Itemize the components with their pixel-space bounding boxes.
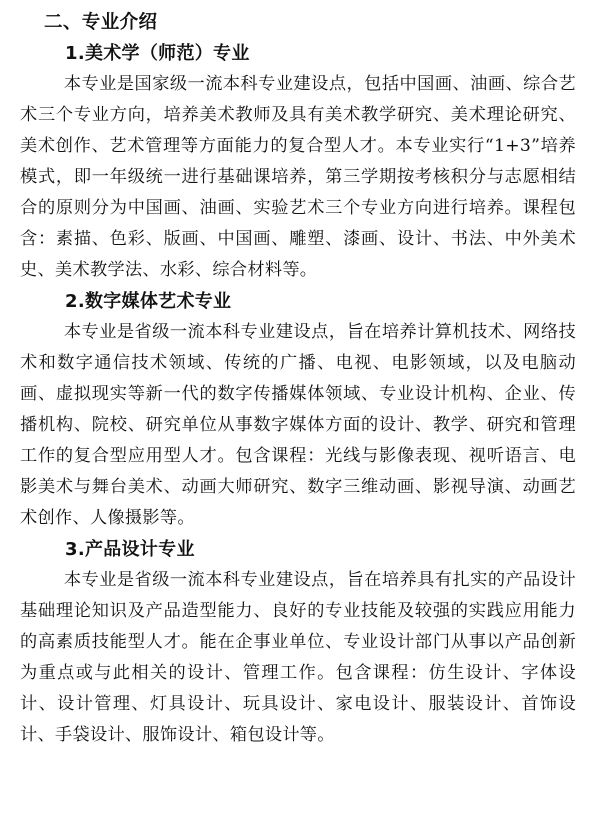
section-heading: 二、专业介绍 [44,12,158,33]
major-description: 本专业是省级一流本科专业建设点，旨在培养计算机技术、网络技术和数字通信技术领域、传统的广播、电视、电影领域，以及电脑动画、虚拟现实等新一代的数字传播媒体领域、专业设计机构、企业、传播机构、院校、研究单位从事数字媒体方面的设计、教学、研究和管理工作的复合型应用型人才。包含课程：光线与影像表现、视听语言、电影美术与舞台美术、动画大师研究、数字三维动画、影视导演、动画艺术创作、人像摄影等。 [20,322,576,528]
major-description: 本专业是国家级一流本科专业建设点，包括中国画、油画、综合艺术三个专业方向，培养美术教师及具有美术教学研究、美术理论研究、美术创作、艺术管理等方面能力的复合型人才。本专业实行“1+3”培养模式，即一年级统一进行基础课培养，第三学期按考核积分与志愿相结合的原则分为中国画、油画、实验艺术三个专业方向进行培养。课程包含：素描、色彩、版画、中国画、雕塑、漆画、设计、书法、中外美术史、美术教学法、水彩、综合材料等。 [20,74,576,280]
major-title: 2.数字媒体艺术专业 [65,291,232,312]
major-section-fine-arts [20,38,576,286]
major-section-digital-media-art [20,286,576,534]
major-description: 本专业是省级一流本科专业建设点，旨在培养具有扎实的产品设计基础理论知识及产品造型能力、良好的专业技能及较强的实践应用能力的高素质技能型人才。能在企事业单位、专业设计部门从事以产品创新为重点或与此相关的设计、管理工作。包含课程：仿生设计、字体设计、设计管理、灯具设计、玩具设计、家电设计、服装设计、首饰设计、手袋设计、服饰设计、箱包设计等。 [20,570,576,745]
major-section-product-design [20,534,576,751]
major-title: 1.美术学（师范）专业 [65,43,250,64]
major-title: 3.产品设计专业 [65,539,195,560]
